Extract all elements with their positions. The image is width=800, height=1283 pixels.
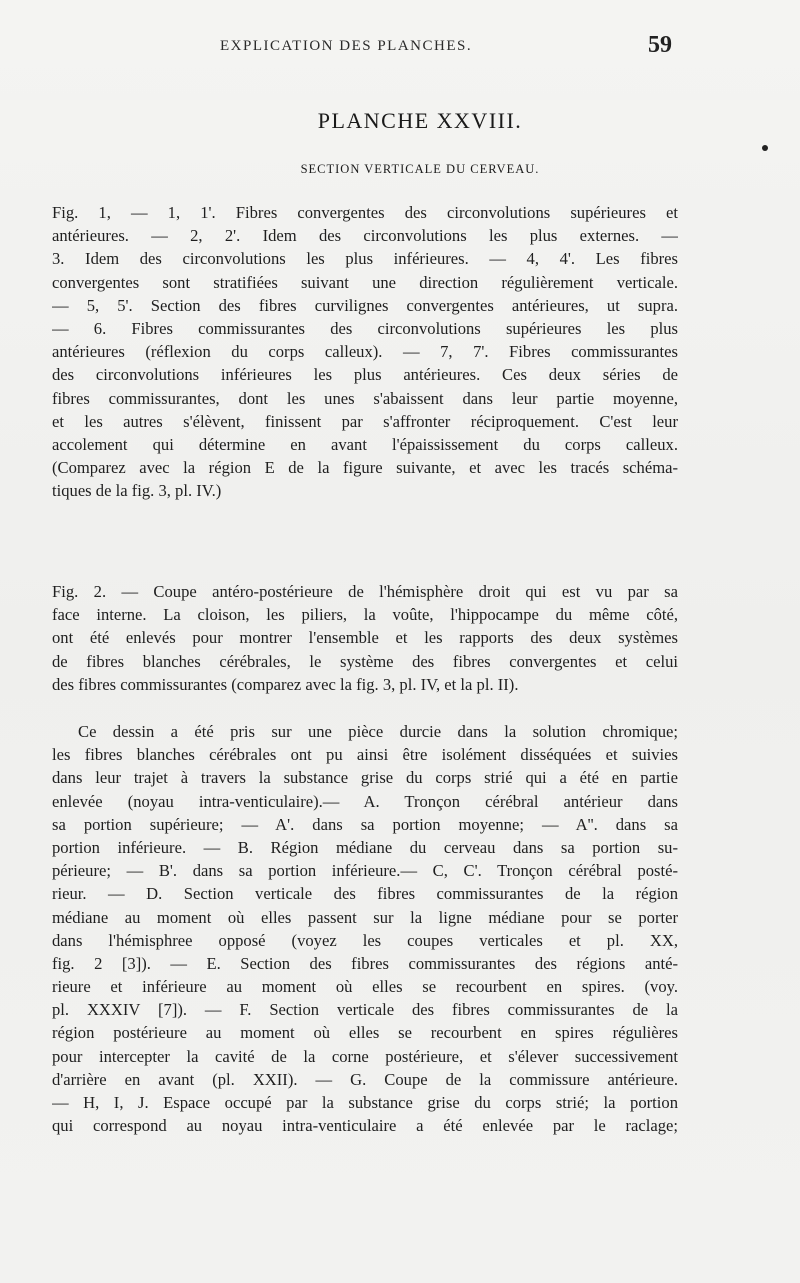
text-line: enlevée (noyau intra-venticulaire).— A. Tronçon cérébral antérieur dans (52, 791, 678, 811)
plate-title: PLANCHE XXVIII. (317, 108, 523, 133)
text-line: Fig. 2. — Coupe antéro-postérieure de l'hémisphère droit qui est vu par sa (52, 582, 678, 601)
text-line: Ce dessin a été pris sur une pièce durcie dans la solution chromique; (78, 722, 678, 741)
ink-speck (762, 145, 768, 151)
text-line: tiques de la fig. 3, pl. IV.) (52, 481, 222, 501)
text-line: — 5, 5'. Section des fibres curvilignes convergentes antérieures, ut supra. (52, 295, 678, 315)
running-head (0, 30, 800, 60)
text-line: — 6. Fibres commissurantes des circonvolutions supérieures les plus (52, 318, 678, 338)
text-line: antérieures (réflexion du corps calleux). — 7, 7'. Fibres commissurantes (52, 342, 678, 362)
fig2-caption (52, 580, 678, 696)
text-line: Fig. 1, — 1, 1'. Fibres convergentes des circonvolutions supérieures et (52, 203, 678, 222)
text-line: qui correspond au noyau intra-venticulaire a été enlevée par le raclage; (52, 1116, 678, 1136)
section-title: SECTION VERTICALE DU CERVEAU. (300, 162, 540, 176)
text-line: face interne. La cloison, les piliers, la voûte, l'hippocampe du même côté, (52, 605, 678, 625)
text-line: sa portion supérieure; — A'. dans sa portion moyenne; — A''. dans sa (52, 814, 678, 834)
text-line: des fibres commissurantes (comparez avec la fig. 3, pl. IV, et la pl. II). (52, 674, 519, 694)
text-line: des circonvolutions inférieures les plus antérieures. Ces deux séries de (52, 365, 678, 385)
text-line: 3. Idem des circonvolutions les plus inférieures. — 4, 4'. Les fibres (52, 249, 678, 269)
page-number: 59 (648, 32, 672, 58)
text-line: médiane au moment où elles passent sur la ligne médiane pour se porter (52, 907, 678, 927)
text-line: de fibres blanches cérébrales, le système des fibres convergentes et celui (52, 651, 678, 671)
text-line: les fibres blanches cérébrales ont pu ainsi être isolément disséquées et suivies (52, 745, 678, 765)
text-line: fibres commissurantes, dont les unes s'abaissent dans leur partie moyenne, (52, 388, 678, 408)
text-line: et les autres s'élèvent, finissent par s'affronter réciproquement. C'est leur (52, 411, 678, 431)
text-line: rieur. — D. Section verticale des fibres commissurantes de la région (52, 884, 678, 904)
text-line: — H, I, J. Espace occupé par la substance grise du corps strié; la portion (52, 1093, 678, 1112)
text-line: pour intercepter la cavité de la corne postérieure, et s'élever successivement (52, 1046, 678, 1066)
text-line: antérieures. — 2, 2'. Idem des circonvolutions les plus externes. — (52, 226, 678, 246)
text-line: rieure et inférieure au moment où elles se recourbent en spires. (voy. (52, 977, 678, 997)
text-line: pl. XXXIV [7]). — F. Section verticale des fibres commissurantes de la (52, 1000, 678, 1020)
text-line: dans leur trajet à travers la substance grise du corps strié qui a été en partie (52, 768, 678, 788)
text-line: dans l'hémisphree opposé (voyez les coupes verticales et pl. XX, (52, 930, 678, 950)
text-line: convergentes sont stratifiées suivant une direction régulièrement verticale. (52, 272, 678, 292)
fig2-description (52, 720, 678, 1137)
text-line: d'arrière en avant (pl. XXII). — G. Coupe de la commissure antérieure. (52, 1069, 678, 1089)
fig1-caption (52, 201, 678, 502)
text-line: portion inférieure. — B. Région médiane du cerveau dans sa portion su- (52, 837, 678, 857)
text-line: région postérieure au moment où elles se recourbent en spires régulières (52, 1023, 678, 1043)
text-line: périeure; — B'. dans sa portion inférieure.— C, C'. Tronçon cérébral posté- (52, 861, 678, 881)
text-line: accolement qui détermine en avant l'épaississement du corps calleux. (52, 434, 678, 454)
text-line: ont été enlevés pour montrer l'ensemble et les rapports des deux systèmes (52, 628, 678, 648)
text-line: (Comparez avec la région E de la figure suivante, et avec les tracés schéma- (52, 458, 678, 478)
running-title: EXPLICATION DES PLANCHES. (220, 38, 473, 54)
text-line: fig. 2 [3]). — E. Section des fibres commissurantes des régions anté- (52, 953, 678, 973)
